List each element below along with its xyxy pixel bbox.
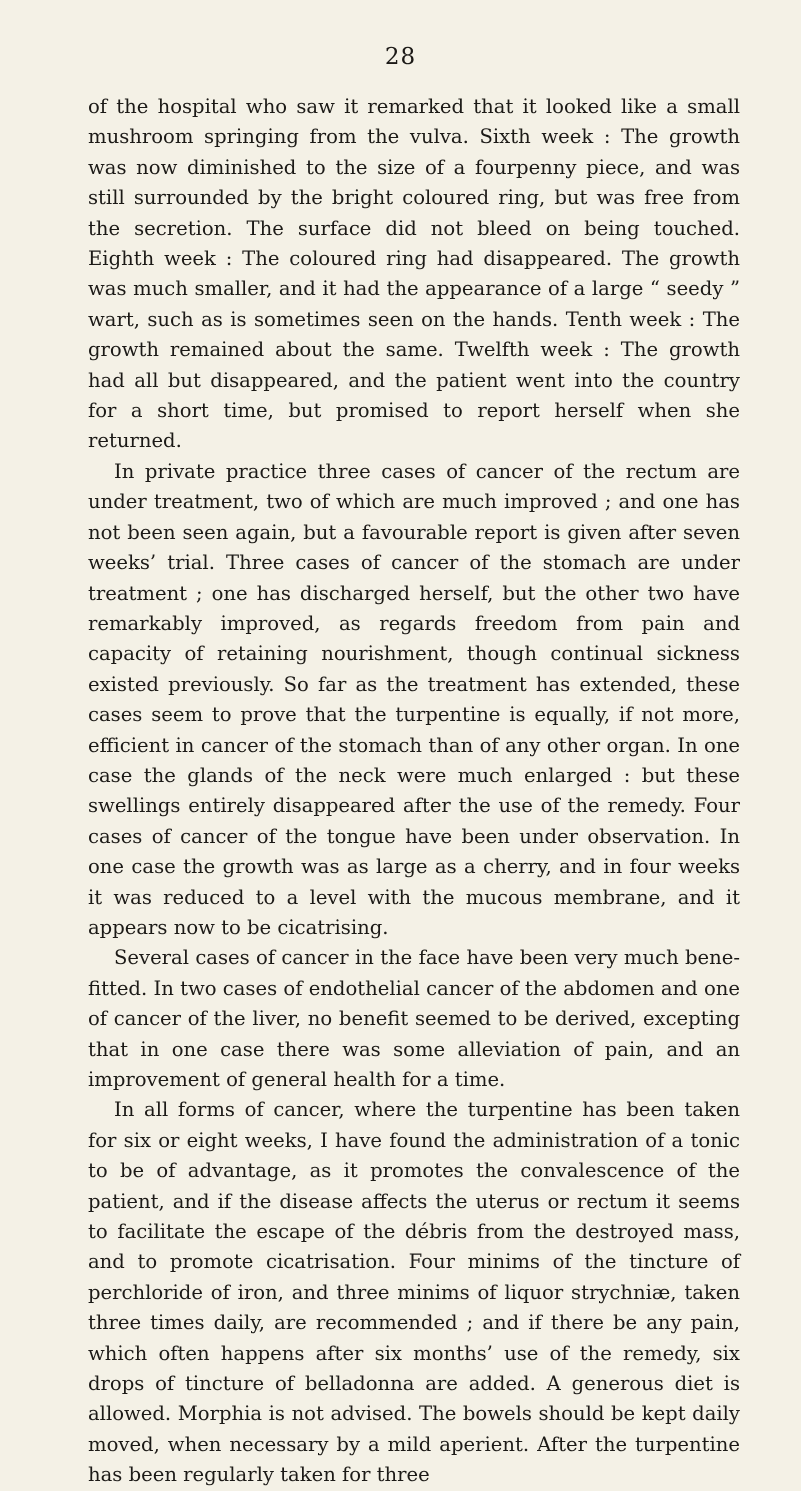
paragraph-continued: of the hospital who saw it remarked that it looked like a small mushroom springing from the vulva. Sixth week : The growth was now diminished to the size of a fourpenny piece, and was still surrounded by the bright coloured ring, but was free from the secretion. The surface did not bleed on being touched. Eighth week : The coloured ring had disappeared. The growth was much smaller, and it had the appearance of a large “ seedy ” wart, such as is sometimes seen on the hands. Tenth week : The growth remained about the same. Twelfth week : The growth had all but disappeared, and the patient went into the country for a short time, but promised to report herself when she returned. [88,95,740,453]
page-number: 28 [384,44,417,70]
paragraph-tonic-treatment: In all forms of cancer, where the turpentine has been taken for six or eight weeks, I have found the administration of a tonic to be of advantage, as it promotes the convalescence of the patient, and if the disease affects the uterus or rectum it seems to facilitate the escape of the débris from the destroyed mass, and to promote cicatrisation. Four minims of the tincture of perchloride of iron, and three minims of liquor strychniæ, taken three times daily, are recommended ; and if there be any pain, which often happens after six months’ use of the remedy, six drops of tincture of belladonna are added. A generous diet is allowed. Morphia is not advised. The bowels should be kept daily moved, when necessary by a mild aperient. After the turpentine has been regularly taken for three [88,1098,740,1487]
body-text [88,92,740,1491]
paragraph-private-practice: In private practice three cases of cancer of the rectum are under treatment, two of which are much improved ; and one has not been seen again, but a favourable report is given after seven weeks’ trial. Three cases of cancer of the stomach are under treatment ; one has discharged herself, but the other two have remarkably improved, as regards freedom from pain and capacity of retaining nourishment, though continual sickness existed previously. So far as the treatment has extended, these cases seem to prove that the turpentine is equally, if not more, efficient in cancer of the stomach than of any other organ. In one case the glands of the neck were much enlarged : but these swellings entirely disappeared after the use of the remedy. Four cases of cancer of the tongue have been under observation. In one case the growth was as large as a cherry, and in four weeks it was reduced to a level with the mucous membrane, and it appears now to be cicatrising. [88,459,740,939]
paragraph-face-cases: Several cases of cancer in the face have been very much benefitted. In two cases of endothelial cancer of the abdomen and one of cancer of the liver, no benefit seemed to be derived, excepting that in one case there was some alleviation of pain, and an improvement of general health for a time. [88,946,740,1091]
